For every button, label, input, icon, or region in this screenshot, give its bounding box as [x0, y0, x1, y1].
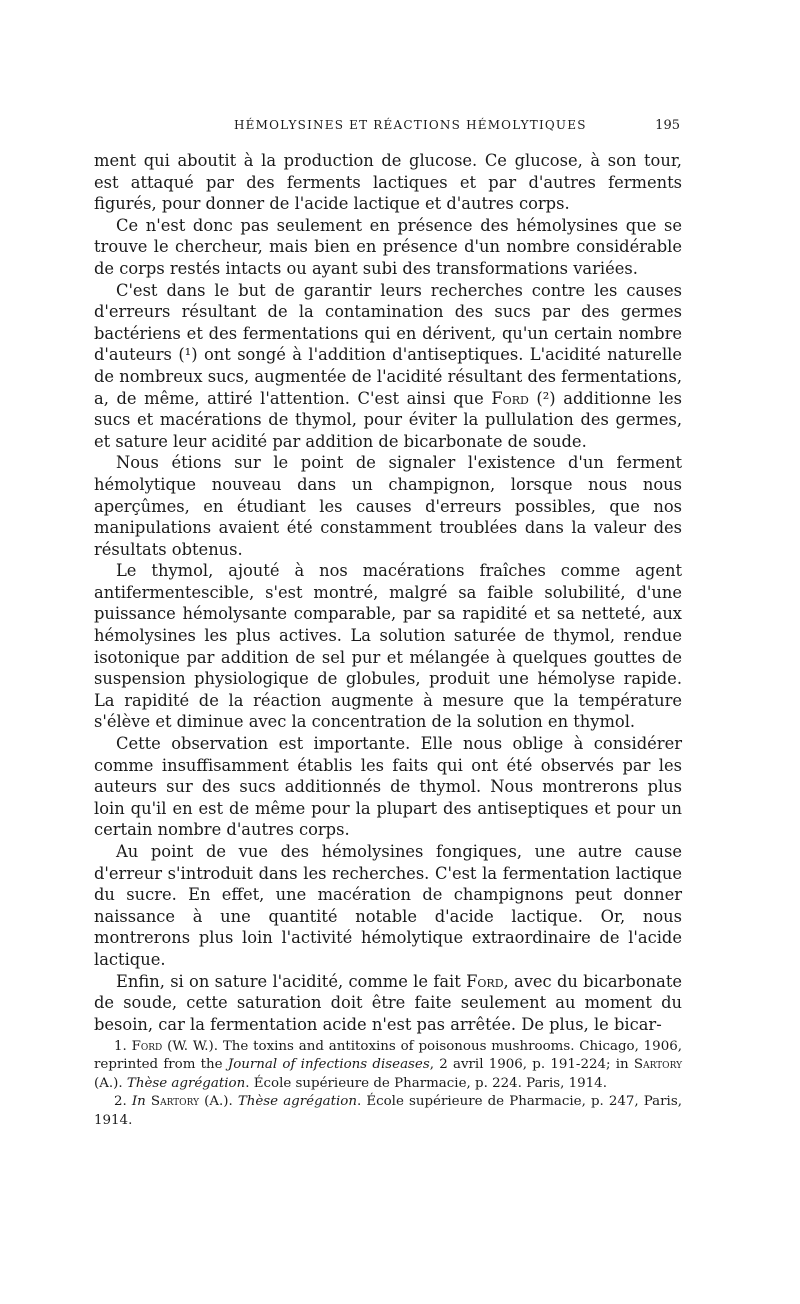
- paragraph-2: Ce n'est donc pas seulement en présence des hémolysines que se trouve le chercheur, mais bien en présence d'un nombre considérable de corps restés intacts ou ayant subi des transformations variées.: [94, 215, 682, 278]
- footnote-1-author: Ford: [131, 1039, 163, 1054]
- footnote-1-number: 1.: [114, 1039, 132, 1054]
- paragraph-7: Au point de vue des hémolysines fongiques, une autre cause d'erreur s'introduit dans les recherches. C'est la fermentation lactique du sucre. En effet, une macération de champignons peut donner naissance à une quantité notable d'acide lactique. Or, nous montrerons plus loin l'activité hémolytique extraordinaire de l'acide lactique.: [94, 842, 682, 969]
- footnote-2-text-b: . École supérieure de Pharmacie, p. 247, Paris, 1914.: [94, 1094, 682, 1128]
- footnote-2: [94, 1093, 682, 1130]
- footnote-2-these: Thèse agrégation: [237, 1094, 357, 1110]
- footnote-2-text-a: (A.).: [199, 1094, 238, 1110]
- footnote-2-sartory: Sartory: [150, 1094, 200, 1110]
- paragraph-3-text-a: C'est dans le but de garantir leurs recherches contre les causes d'erreurs résultant de la contamination des sucs par des germes bactériens et des fermentations qui en dérivent, qu'un certain nombre d'auteurs: [94, 280, 682, 365]
- footnote-1: [94, 1038, 682, 1093]
- paragraph-3: [94, 280, 682, 453]
- footnote-ref-1: (¹): [178, 345, 198, 365]
- footnotes: [94, 1038, 682, 1130]
- footnote-1-journal: Journal of infections diseases: [227, 1057, 430, 1073]
- paragraph-4: Nous étions sur le point de signaler l'existence d'un ferment hémolytique nouveau dans un champignon, lorsque nous nous aperçûmes, en étudiant les causes d'erreurs possibles, que nos manipulations avaient été constamment troublées dans la valeur des résultats obtenus.: [94, 453, 682, 559]
- paragraph-8-text-a: Enfin, si on sature l'acidité, comme le fait: [116, 971, 467, 991]
- paragraph-8: [94, 971, 682, 1036]
- footnote-2-in: In: [131, 1094, 146, 1110]
- footnote-1-text-b: , 2 avril 1906, p. 191-224; in: [429, 1057, 634, 1073]
- paragraph-3-text-b: ont songé à l'addition d'antiseptiques. L'acidité naturelle de nombreux sucs, augmentée de l'acidité résultant des fermentations, a, de même, attiré l'attention. C'est ainsi que: [94, 345, 682, 408]
- body-text: [94, 150, 682, 1035]
- paragraph-5: Le thymol, ajouté à nos macérations fraîches comme agent antifermentescible, s'est montré, malgré sa faible solubilité, d'une puissance hémolysante comparable, par sa rapidité et sa netteté, aux hémolysines les plus actives. La solution saturée de thymol, rendue isotonique par addition de sel pur et mélangée à quelques gouttes de suspension physiologique de globules, produit une hémolyse rapide. La rapidité de la réaction augmente à mesure que la température s'élève et diminue avec la concentration de la solution en thymol.: [94, 561, 682, 732]
- footnote-1-these: Thèse agrégation: [126, 1075, 246, 1091]
- paragraph-1: ment qui aboutit à la production de glucose. Ce glucose, à son tour, est attaqué par des ferments lactiques et par d'autres ferments figurés, pour donner de l'acide lactique et d'autres corps.: [94, 151, 682, 214]
- footnote-1-text-a: (W. W.). The toxins and antitoxins of poisonous mushrooms. Chicago, 1906, reprinted from the: [94, 1039, 682, 1073]
- running-title: HÉMOLYSINES ET RÉACTIONS HÉMOLYTIQUES: [234, 118, 587, 132]
- page-number: 195: [655, 118, 680, 133]
- author-ford: Ford: [466, 971, 504, 991]
- paragraph-8-text-b: , avec du bicarbonate de soude, cette saturation doit être faite seulement au moment du besoin, car la fermentation acide n'est pas arrêtée. De plus, le bicar-: [94, 971, 683, 1034]
- footnote-1-text-c: (A.).: [94, 1075, 127, 1091]
- footnote-1-text-d: . École supérieure de Pharmacie, p. 224. Paris, 1914.: [245, 1075, 607, 1091]
- footnote-ref-2: (²): [536, 388, 556, 408]
- paragraph-3-text-c: additionne les sucs et macérations de thymol, pour éviter la pullulation des germes, et sature leur acidité par addition de bicarbonate de soude.: [94, 388, 682, 451]
- author-ford: Ford: [491, 388, 529, 408]
- footnote-1-sartory: Sartory: [633, 1057, 683, 1073]
- paragraph-6: Cette observation est importante. Elle nous oblige à considérer comme insuffisamment établis les faits qui ont été observés par les auteurs sur des sucs additionnés de thymol. Nous montrerons plus loin qu'il en est de même pour la plupart des antiseptiques et pour un certain nombre d'autres corps.: [94, 734, 682, 840]
- footnote-2-number: 2.: [114, 1094, 132, 1110]
